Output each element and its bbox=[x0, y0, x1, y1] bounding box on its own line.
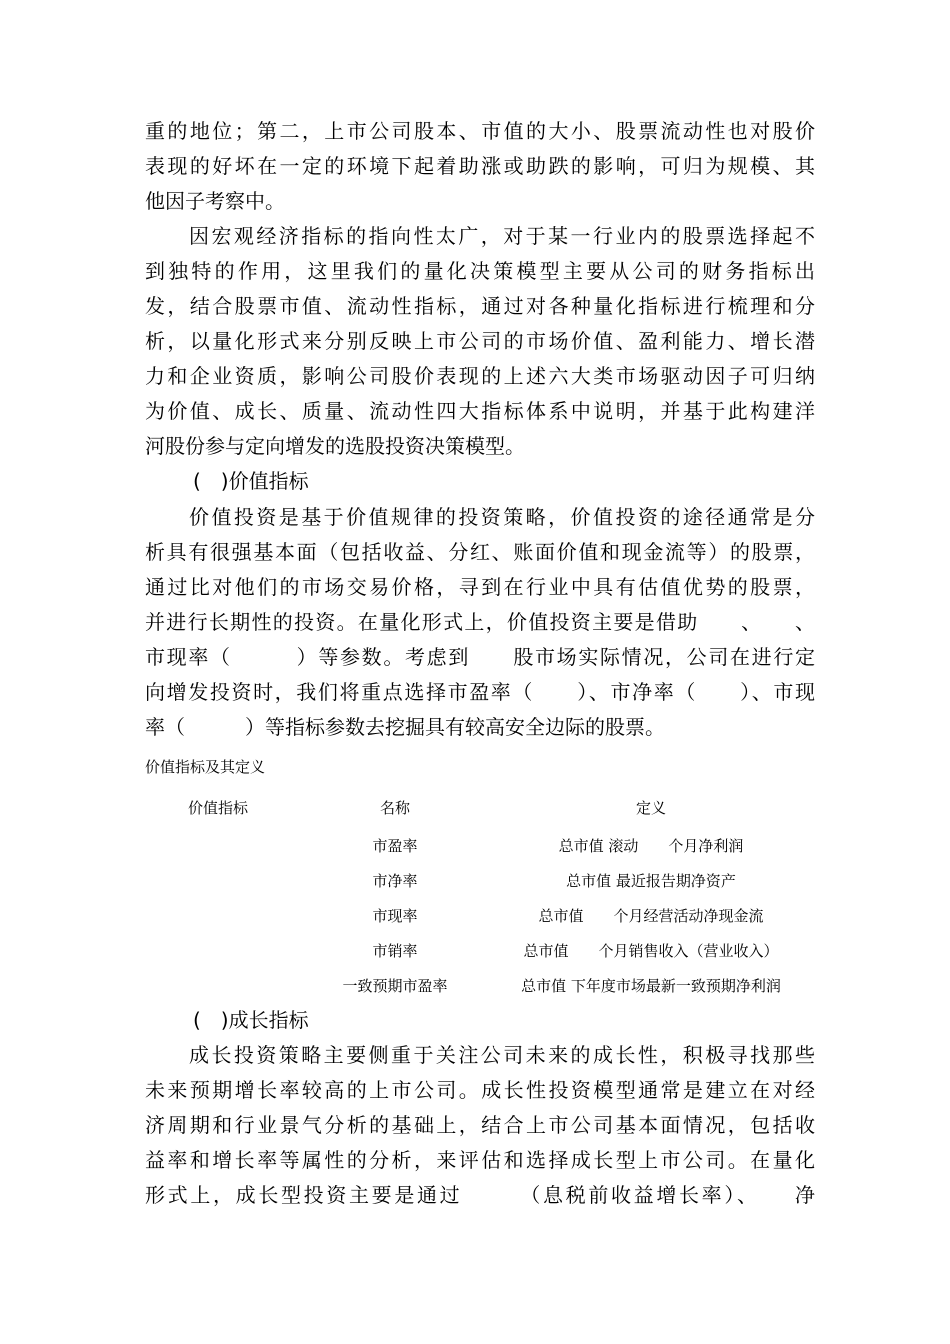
text-line: 力和企业资质，影响公司股价表现的上述六大类市场驱动因子可归纳 bbox=[145, 364, 815, 388]
table-cell-definition: 总市值 个月销售收入（营业收入） bbox=[523, 942, 779, 960]
text-line: 他因子考察中。 bbox=[145, 189, 285, 213]
table-cell-name: 市销率 bbox=[372, 942, 418, 960]
text-line: 发，结合股票市值、流动性指标，通过对各种量化指标进行梳理和分 bbox=[145, 294, 815, 318]
text-line: 率（ ）等指标参数去挖掘具有较高安全边际的股票。 bbox=[145, 715, 665, 739]
text-line: 河股份参与定向增发的选股投资决策模型。 bbox=[145, 434, 525, 458]
table-cell-name: 市盈率 bbox=[372, 837, 418, 855]
text-line: 益率和增长率等属性的分析，来评估和选择成长型上市公司。在量化 bbox=[145, 1148, 815, 1172]
text-line: 并进行长期性的投资。在量化形式上，价值投资主要是借助 、 、 bbox=[145, 610, 815, 634]
table-cell-name: 市现率 bbox=[372, 907, 418, 925]
text-line: 形式上，成长型投资主要是通过 （息税前收益增长率）、 净 bbox=[145, 1183, 815, 1207]
table-cell-name: 一致预期市盈率 bbox=[342, 977, 448, 995]
text-line: 析，以量化形式来分别反映上市公司的市场价值、盈利能力、增长潜 bbox=[145, 329, 815, 353]
table-header-indicator: 价值指标 bbox=[187, 799, 249, 817]
section-heading-growth: ( )成长指标 bbox=[193, 1008, 309, 1032]
text-line: 济周期和行业景气分析的基础上，结合上市公司基本面情况，包括收 bbox=[145, 1113, 815, 1137]
text-line: 到独特的作用，这里我们的量化决策模型主要从公司的财务指标出 bbox=[145, 259, 815, 283]
section-heading-value: ( )价值指标 bbox=[193, 469, 309, 493]
text-line: 因宏观经济指标的指向性太广，对于某一行业内的股票选择起不 bbox=[189, 224, 815, 248]
text-line: 析具有很强基本面（包括收益、分红、账面价值和现金流等）的股票， bbox=[145, 540, 815, 564]
text-line: 向增发投资时，我们将重点选择市盈率（ ）、市净率（ ）、市现 bbox=[145, 680, 815, 704]
text-line: 为价值、成长、质量、流动性四大指标体系中说明，并基于此构建洋 bbox=[145, 399, 815, 423]
text-line: 重的地位；第二，上市公司股本、市值的大小、股票流动性也对股价 bbox=[145, 119, 815, 143]
table-cell-definition: 总市值 滚动 个月净利润 bbox=[558, 837, 744, 855]
text-line: 表现的好坏在一定的环境下起着助涨或助跌的影响，可归为规模、其 bbox=[145, 154, 815, 178]
text-line: 通过比对他们的市场交易价格，寻到在行业中具有估值优势的股票， bbox=[145, 575, 815, 599]
text-line: 市现率（ ）等参数。考虑到 股市场实际情况，公司在进行定 bbox=[145, 645, 815, 669]
table-cell-definition: 总市值 个月经营活动净现金流 bbox=[538, 907, 764, 925]
table-header-definition: 定义 bbox=[635, 799, 667, 817]
table-header-name: 名称 bbox=[379, 799, 411, 817]
text-line: 未来预期增长率较高的上市公司。成长性投资模型通常是建立在对经 bbox=[145, 1078, 815, 1102]
table-cell-definition: 总市值 最近报告期净资产 bbox=[566, 872, 736, 890]
table-cell-definition: 总市值 下年度市场最新一致预期净利润 bbox=[521, 977, 781, 995]
text-line: 成长投资策略主要侧重于关注公司未来的成长性，积极寻找那些 bbox=[189, 1043, 815, 1067]
table-cell-name: 市净率 bbox=[372, 872, 418, 890]
text-line: 价值投资是基于价值规律的投资策略，价值投资的途径通常是分 bbox=[189, 505, 815, 529]
table-caption: 价值指标及其定义 bbox=[145, 758, 266, 776]
